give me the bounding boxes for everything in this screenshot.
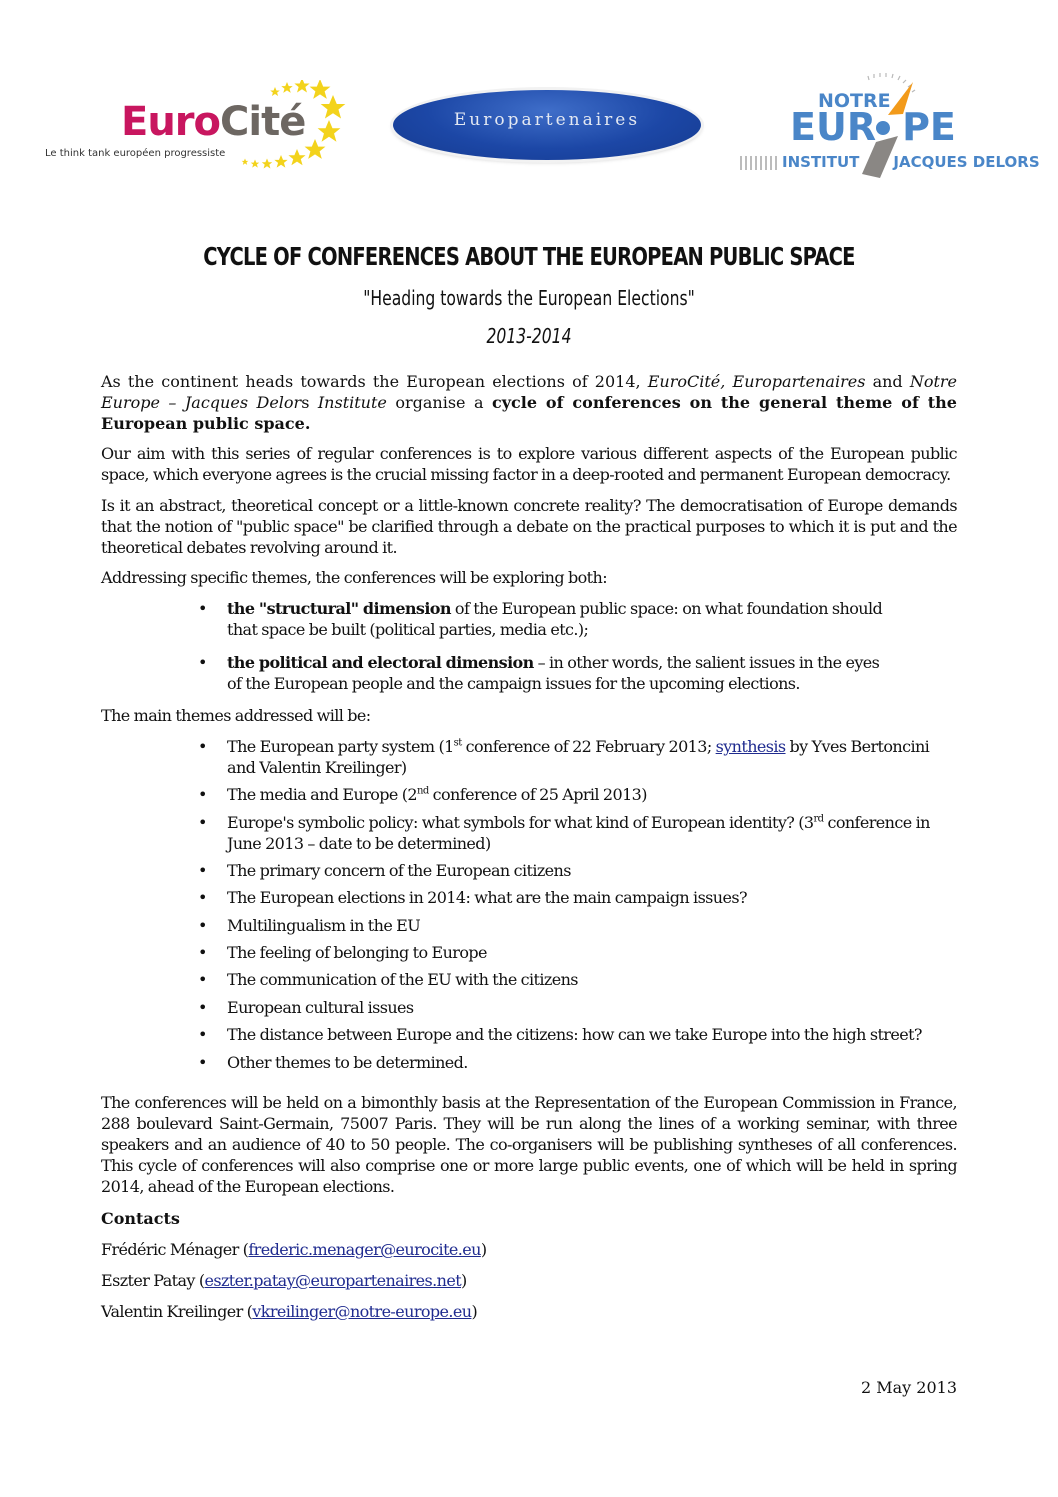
bullet-icon: • — [198, 997, 207, 1017]
contact-item — [101, 1240, 957, 1261]
item-text: The European party system (1 — [227, 737, 454, 757]
notre-europe-pe: PE — [902, 105, 956, 149]
eurocite-cite: Cité — [220, 99, 306, 145]
logistics-paragraph: The conferences will be held on a bimonthly basis at the Representation of the European Commission in France, 288 boulevard Saint-Germain, 75007 Paris. They will be run along the lines of a working seminar, with three speakers and an audience of 40 to 50 people. The co-organisers will be publishing syntheses of all conferences. This cycle of conferences will also comprise one or more large public events, one of which will be held in spring 2014, ahead of the European elections. — [101, 1093, 957, 1196]
page-subtitle: "Heading towards the European Elections" — [363, 286, 695, 310]
text-span: ) — [471, 1301, 478, 1321]
contact-email-link[interactable]: eszter.patay@europartenaires.net — [204, 1271, 462, 1291]
dimensions-list — [101, 599, 957, 694]
contact-name: Eszter Patay ( — [101, 1271, 205, 1291]
intro-paragraph-4: Addressing specific themes, the conferences will be exploring both: — [101, 568, 607, 588]
list-item — [198, 888, 957, 909]
bullet-icon: • — [198, 1052, 207, 1072]
notre-europe-eur: EUR — [790, 105, 877, 149]
italic-institute: Institute — [317, 392, 387, 412]
notre-europe-jacques-delors: JACQUES DELORS — [893, 153, 1040, 171]
ordinal-suffix: rd — [813, 813, 824, 825]
bullet-icon: • — [198, 652, 207, 672]
europartenaires-wordmark: Europartenaires — [453, 110, 641, 130]
text-span: s — [301, 392, 318, 412]
list-item — [198, 970, 957, 991]
eurocite-euro: Euro — [121, 99, 221, 145]
text-span: ) — [480, 1240, 487, 1260]
eurocite-wordmark — [121, 99, 306, 145]
list-item — [198, 915, 957, 937]
list-item — [198, 785, 957, 806]
bullet-icon: • — [198, 785, 207, 805]
intro-paragraph-3: Is it an abstract, theoretical concept or a little-known concrete reality? The democratisation of Europe demands that the notion of "public space" be clarified through a debate on the practical purposes to which it is put and the theoretical debates revolving around it. — [101, 495, 957, 557]
list-item — [198, 1025, 957, 1046]
item-text: conference in June 2013 – date to be determined) — [227, 812, 930, 853]
notre-europe-line1: NOTRE — [818, 90, 891, 112]
item-text: The communication of the EU with the citizens — [227, 970, 578, 990]
item-line — [227, 653, 957, 674]
list-item — [198, 812, 957, 855]
list-item — [198, 599, 957, 641]
notre-europe-logo — [738, 68, 1040, 183]
item-text: The European elections in 2014: what are the main campaign issues? — [227, 888, 747, 908]
item-line — [227, 599, 957, 620]
item-text: The media and Europe (2 — [227, 785, 418, 805]
list-item — [198, 737, 957, 779]
item-text: European cultural issues — [227, 997, 414, 1017]
ordinal-suffix: nd — [417, 786, 429, 798]
synthesis-link[interactable]: synthesis — [715, 737, 786, 757]
bullet-icon: • — [198, 860, 207, 880]
item-text: by Yves Bertoncini and Valentin Kreilinger) — [227, 737, 930, 777]
italic-org-names: EuroCité, Europartenaires — [647, 372, 866, 391]
bullet-icon: • — [198, 737, 207, 757]
item-text: Other themes to be determined. — [227, 1052, 468, 1072]
list-item — [198, 997, 957, 1019]
logo-bar — [0, 60, 1058, 190]
notre-europe-institut: INSTITUT — [782, 153, 860, 171]
contact-item — [101, 1302, 957, 1323]
item-text: conference of 25 April 2013) — [428, 785, 647, 805]
bullet-icon: • — [198, 599, 207, 619]
item-text: The feeling of belonging to Europe — [227, 943, 487, 963]
item-text: The distance between Europe and the citizens: how can we take Europe into the high street? — [227, 1025, 922, 1045]
item-bold: the "structural" dimension — [227, 599, 451, 619]
intro-paragraph-1 — [101, 372, 957, 434]
eurocite-tagline: Le think tank européen progressiste — [45, 148, 226, 159]
item-text: The primary concern of the European citizens — [227, 860, 571, 880]
italic-org-name: Notre Europe – Jacques Delor — [101, 372, 957, 412]
notre-europe-line2 — [790, 105, 956, 149]
europartenaires-logo — [393, 90, 703, 160]
text-span: organise a — [386, 392, 492, 412]
list-item — [198, 652, 957, 695]
item-text: of the European public space: on what foundation should — [450, 599, 883, 619]
item-text: conference of 22 February 2013; — [461, 737, 716, 757]
item-bold: the political and electoral dimension — [227, 652, 534, 672]
page-years: 2013-2014 — [486, 324, 572, 348]
ordinal-suffix: st — [453, 737, 462, 749]
intro-paragraph-2: Our aim with this series of regular conferences is to explore various different aspects of the European public space, which everyone agrees is the crucial missing factor in a deep-rooted and permanent European democracy. — [101, 444, 957, 485]
themes-list — [101, 737, 957, 1073]
eurocite-logo — [45, 80, 345, 170]
item-continuation: that space be built (political parties, media etc.); — [227, 619, 589, 639]
contact-email-link[interactable]: vkreilinger@notre-europe.eu — [252, 1301, 472, 1321]
list-item — [198, 1052, 957, 1074]
item-continuation: of the European people and the campaign issues for the upcoming elections. — [227, 673, 800, 693]
bullet-icon: • — [198, 888, 207, 908]
contact-name: Valentin Kreilinger ( — [101, 1301, 253, 1321]
item-text: – in other words, the salient issues in the eyes — [533, 652, 880, 672]
bullet-icon: • — [198, 915, 207, 935]
text-span: ) — [461, 1271, 467, 1291]
text-span: As the continent heads towards the European elections of 2014, — [101, 372, 648, 391]
bullet-icon: • — [198, 812, 207, 832]
list-item — [198, 943, 957, 964]
page-title: CYCLE OF CONFERENCES ABOUT THE EUROPEAN PUBLIC SPACE — [203, 242, 855, 271]
contact-item — [101, 1271, 957, 1292]
list-item — [198, 860, 957, 882]
contacts-heading: Contacts — [101, 1209, 180, 1229]
item-text: Europe's symbolic policy: what symbols for what kind of European identity? (3 — [227, 812, 814, 832]
document-date: 2 May 2013 — [860, 1378, 957, 1397]
item-text: Multilingualism in the EU — [227, 915, 421, 935]
bullet-icon: • — [198, 943, 207, 963]
contact-name: Frédéric Ménager ( — [101, 1240, 249, 1260]
themes-intro: The main themes addressed will be: — [101, 706, 371, 726]
text-span: and — [865, 372, 910, 391]
bullet-icon: • — [198, 970, 207, 990]
notre-europe-line3 — [738, 153, 1040, 171]
document-body — [101, 372, 957, 1333]
contact-email-link[interactable]: frederic.menager@eurocite.eu — [248, 1240, 481, 1260]
bold-theme: cycle of conferences on the general theme of the European public space. — [101, 392, 957, 433]
bullet-icon: • — [198, 1025, 207, 1045]
